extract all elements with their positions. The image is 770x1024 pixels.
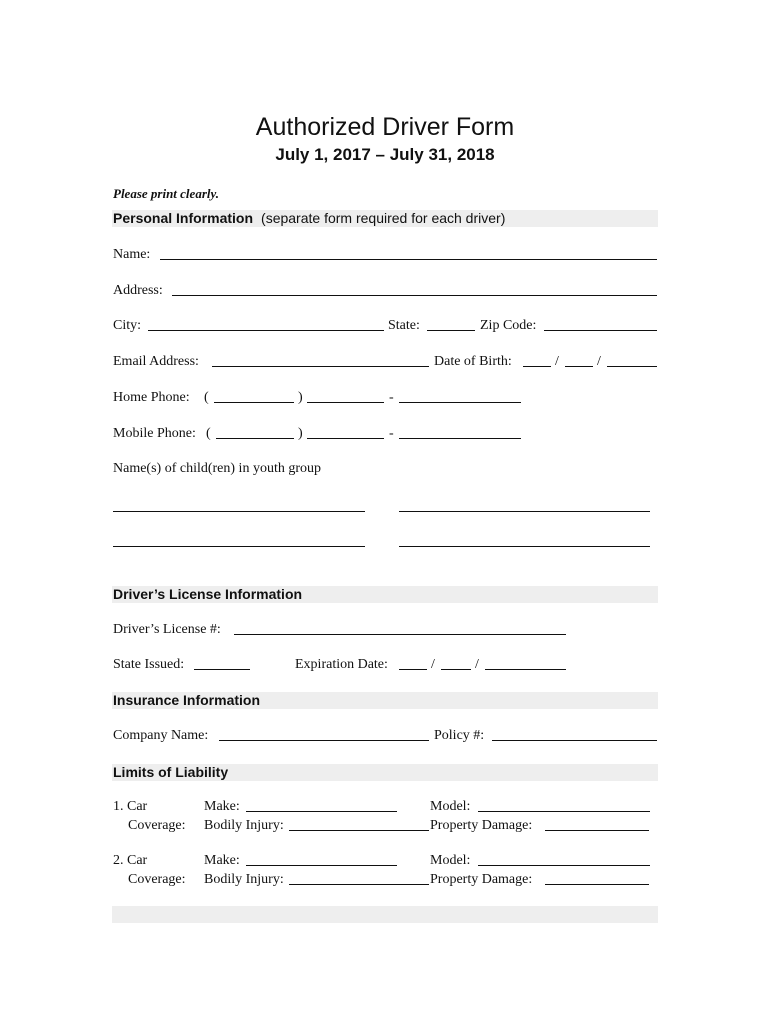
license-number-label: Driver’s License #: — [113, 622, 221, 637]
dob-separator: / — [555, 354, 559, 369]
mobile-phone-paren-open: ( — [206, 426, 211, 441]
car-coverage-label: Coverage: — [128, 872, 186, 887]
home-phone-paren-close: ) — [298, 390, 303, 405]
mobile-phone-dash: - — [389, 426, 394, 441]
section-heading-personal — [113, 210, 505, 226]
property-damage-label: Property Damage: — [430, 818, 533, 833]
home-phone-prefix-field[interactable] — [307, 402, 384, 403]
dob-year-field[interactable] — [607, 366, 657, 367]
mobile-phone-prefix-field[interactable] — [307, 438, 384, 439]
section-title-personal: Personal Information — [113, 210, 254, 226]
child-name-field[interactable] — [399, 511, 650, 512]
expiration-separator: / — [475, 657, 479, 672]
dob-separator: / — [597, 354, 601, 369]
car-coverage-label: Coverage: — [128, 818, 186, 833]
car-number-label: 1. Car — [113, 799, 148, 814]
company-name-label: Company Name: — [113, 728, 209, 743]
children-label: Name(s) of child(ren) in youth group — [113, 461, 321, 476]
car-make-label: Make: — [204, 853, 240, 868]
zip-field[interactable] — [544, 330, 657, 331]
dob-month-field[interactable] — [523, 366, 551, 367]
child-name-field[interactable] — [113, 511, 365, 512]
address-label: Address: — [113, 283, 163, 298]
bodily-injury-label: Bodily Injury: — [204, 872, 284, 887]
section-title-license: Driver’s License Information — [113, 586, 303, 602]
mobile-phone-area-field[interactable] — [216, 438, 294, 439]
car-make-label: Make: — [204, 799, 240, 814]
home-phone-area-field[interactable] — [214, 402, 294, 403]
property-damage-field[interactable] — [545, 884, 649, 885]
expiration-label: Expiration Date: — [295, 657, 388, 672]
car-model-label: Model: — [430, 799, 471, 814]
home-phone-line-field[interactable] — [399, 402, 521, 403]
section-note-personal: (separate form required for each driver) — [261, 210, 506, 226]
print-instruction: Please print clearly. — [113, 186, 220, 201]
state-label: State: — [388, 318, 420, 333]
license-number-field[interactable] — [234, 634, 566, 635]
car-model-field[interactable] — [478, 811, 650, 812]
home-phone-label: Home Phone: — [113, 390, 190, 405]
mobile-phone-label: Mobile Phone: — [113, 426, 196, 441]
policy-number-field[interactable] — [492, 740, 657, 741]
dob-day-field[interactable] — [565, 366, 593, 367]
form-date-range: July 1, 2017 – July 31, 2018 — [275, 145, 495, 164]
bodily-injury-label: Bodily Injury: — [204, 818, 284, 833]
child-name-field[interactable] — [399, 546, 650, 547]
address-field[interactable] — [172, 295, 657, 296]
city-field[interactable] — [148, 330, 384, 331]
name-label: Name: — [113, 247, 151, 262]
home-phone-dash: - — [389, 390, 394, 405]
company-name-field[interactable] — [219, 740, 429, 741]
child-name-field[interactable] — [113, 546, 365, 547]
car-number-label: 2. Car — [113, 853, 148, 868]
expiration-separator: / — [431, 657, 435, 672]
property-damage-label: Property Damage: — [430, 872, 533, 887]
car-make-field[interactable] — [246, 865, 397, 866]
state-issued-label: State Issued: — [113, 657, 185, 672]
expiration-month-field[interactable] — [399, 669, 427, 670]
form-title: Authorized Driver Form — [255, 113, 515, 141]
section-title-liability: Limits of Liability — [113, 764, 229, 780]
expiration-day-field[interactable] — [441, 669, 471, 670]
state-field[interactable] — [427, 330, 475, 331]
section-band-empty — [112, 906, 658, 923]
car-model-label: Model: — [430, 853, 471, 868]
zip-label: Zip Code: — [480, 318, 537, 333]
state-issued-field[interactable] — [194, 669, 250, 670]
bodily-injury-field[interactable] — [289, 830, 429, 831]
mobile-phone-paren-close: ) — [298, 426, 303, 441]
name-field[interactable] — [160, 259, 657, 260]
dob-label: Date of Birth: — [434, 354, 512, 369]
section-title-insurance: Insurance Information — [113, 692, 261, 708]
bodily-injury-field[interactable] — [289, 884, 429, 885]
expiration-year-field[interactable] — [485, 669, 566, 670]
email-field[interactable] — [212, 366, 429, 367]
city-label: City: — [113, 318, 142, 333]
home-phone-paren-open: ( — [204, 390, 209, 405]
email-label: Email Address: — [113, 354, 199, 369]
mobile-phone-line-field[interactable] — [399, 438, 521, 439]
car-make-field[interactable] — [246, 811, 397, 812]
policy-number-label: Policy #: — [434, 728, 485, 743]
car-model-field[interactable] — [478, 865, 650, 866]
property-damage-field[interactable] — [545, 830, 649, 831]
